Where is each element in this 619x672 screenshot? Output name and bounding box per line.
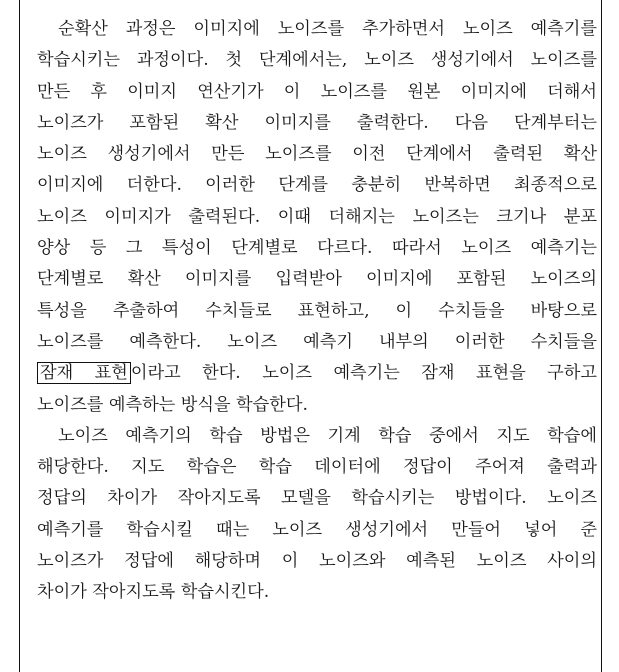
text-line: 차이가 작아지도록 학습시킨다. bbox=[37, 582, 270, 603]
text-line: 정답의 차이가 작아지도록 모델을 학습시키는 방법이다. 노이즈 bbox=[37, 488, 597, 509]
text-line: 특성을 추출하여 수치들로 표현하고, 이 수치들을 바탕으로 bbox=[37, 300, 597, 321]
passage-text bbox=[37, 14, 597, 609]
text-line: 예측기를 학습시킬 때는 노이즈 생성기에서 만들어 넣어 준 bbox=[37, 519, 597, 540]
text-line: 양상 등 그 특성이 단계별로 다르다. 따라서 노이즈 예측기는 bbox=[37, 238, 597, 259]
text-line-with-boxed-term bbox=[37, 358, 597, 389]
text-line: 노이즈 예측기의 학습 방법은 기계 학습 중에서 지도 학습에 bbox=[58, 425, 597, 446]
text-line: 노이즈를 예측한다. 노이즈 예측기 내부의 이러한 수치들을 bbox=[37, 331, 597, 352]
text-line: 노이즈가 정답에 해당하며 이 노이즈와 예측된 노이즈 사이의 bbox=[37, 551, 597, 572]
right-border-line bbox=[601, 0, 602, 672]
paragraph-1 bbox=[37, 14, 597, 421]
text-line: 순확산 과정은 이미지에 노이즈를 추가하면서 노이즈 예측기를 bbox=[58, 19, 597, 39]
text-after-box: 이라고 한다. 노이즈 예측기는 잠재 표현을 구하고 bbox=[130, 363, 597, 384]
paragraph-2 bbox=[37, 421, 597, 609]
text-line: 노이즈 이미지가 출력된다. 이때 더해지는 노이즈는 크기나 분포 bbox=[37, 206, 597, 227]
text-line: 노이즈가 포함된 확산 이미지를 출력한다. 다음 단계부터는 bbox=[37, 112, 597, 133]
text-line: 해당한다. 지도 학습은 학습 데이터에 정답이 주어져 출력과 bbox=[37, 457, 597, 478]
text-line: 단계별로 확산 이미지를 입력받아 이미지에 포함된 노이즈의 bbox=[37, 269, 597, 290]
text-line: 이미지에 더한다. 이러한 단계를 충분히 반복하면 최종적으로 bbox=[37, 175, 597, 196]
text-line: 노이즈 생성기에서 만든 노이즈를 이전 단계에서 출력된 확산 bbox=[37, 144, 597, 165]
left-border-line bbox=[19, 0, 20, 672]
boxed-term: 잠재 표현 bbox=[37, 362, 131, 384]
text-line: 학습시키는 과정이다. 첫 단계에서는, 노이즈 생성기에서 노이즈를 bbox=[37, 50, 597, 71]
text-line: 만든 후 이미지 연산기가 이 노이즈를 원본 이미지에 더해서 bbox=[37, 81, 597, 102]
text-line: 노이즈를 예측하는 방식을 학습한다. bbox=[37, 394, 308, 415]
